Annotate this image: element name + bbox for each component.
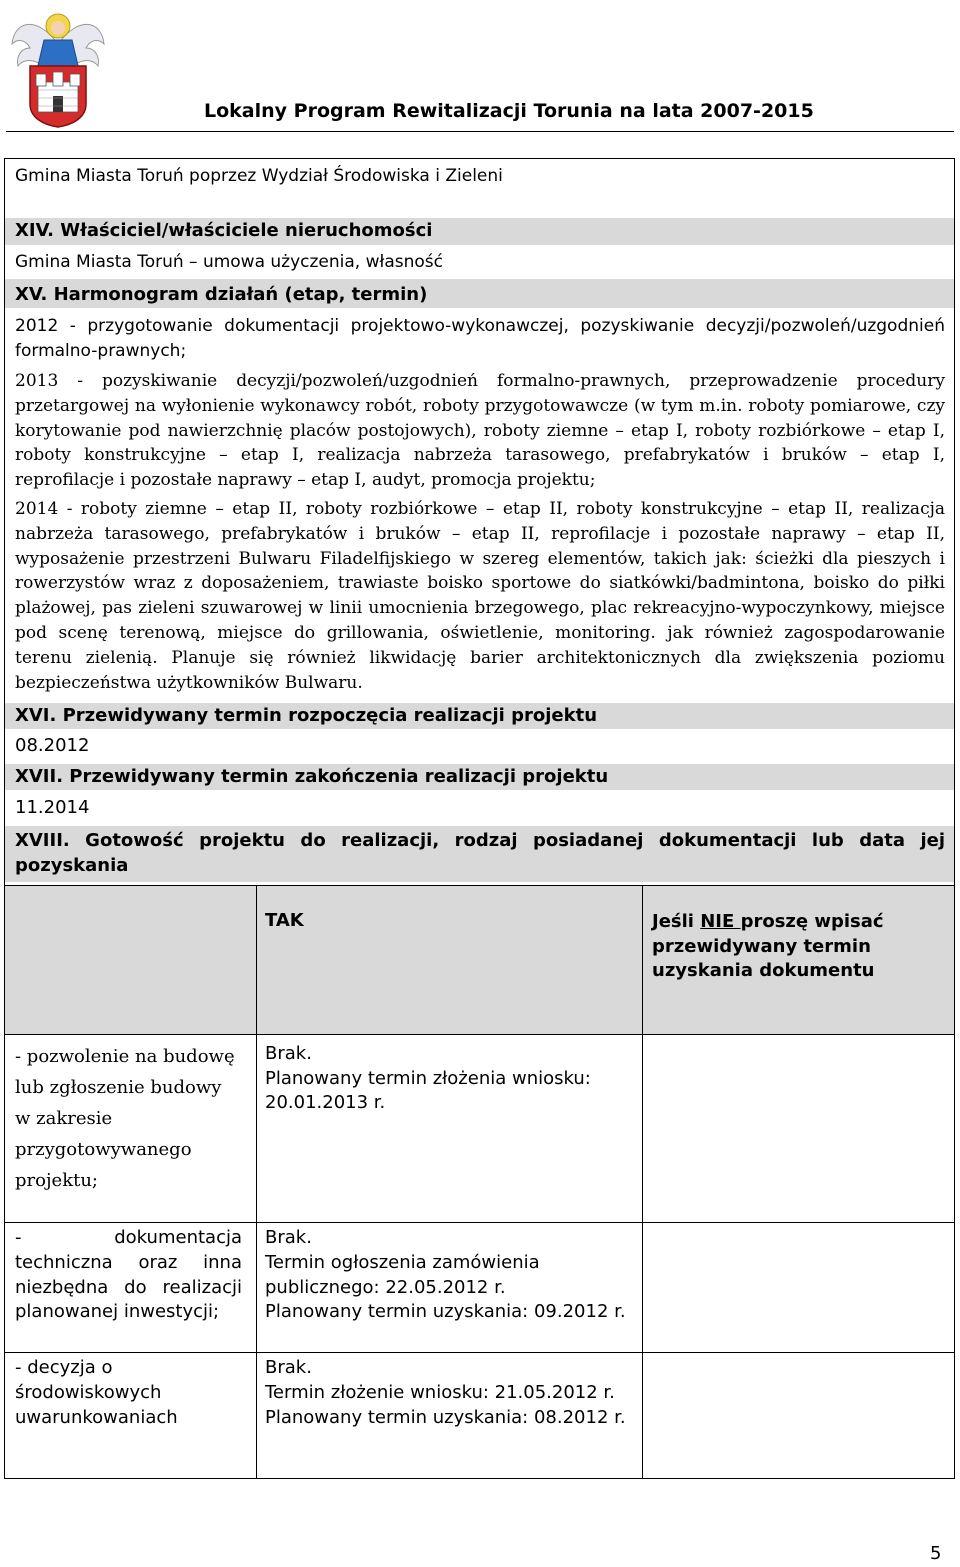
table-row-1-tak: Brak. Planowany termin złożenia wniosku: 20.01.2013 r. bbox=[265, 1043, 591, 1113]
document-title: Lokalny Program Rewitalizacji Torunia na lata 2007-2015 bbox=[204, 100, 814, 122]
schedule-2013: 2013 - pozyskiwanie decyzji/pozwoleń/uzgodnień formalno-prawnych, przeprowadzenie procedury przetargowej na wyłonienie wykonawcy robót, roboty przygotowawcze (w tym m.in. roboty pomiarowe, czy korytowanie pod nawierzchnię placów postojowych), roboty ziemne – etap I, roboty rozbiórkowe – etap I, roboty konstrukcyjne – etap I, realizacja nabrzeża tarasowego, prefabrykatów i bruków – etap I, reprofilacje i pozostałe naprawy – etap I, audyt, promocja projektu; bbox=[15, 371, 945, 491]
owner-text: Gmina Miasta Toruń – umowa użyczenia, własność bbox=[15, 252, 444, 272]
end-date: 11.2014 bbox=[15, 797, 90, 818]
header-divider bbox=[6, 131, 954, 132]
section-xiv-heading: XIV. Właściciel/właściciele nieruchomości bbox=[15, 220, 433, 241]
torun-coat-of-arms-logo bbox=[6, 4, 110, 128]
table-row-divider bbox=[4, 1352, 955, 1353]
table-column-divider bbox=[256, 885, 257, 1479]
table-column-divider bbox=[642, 885, 643, 1479]
table-row-2-tak: Brak. Termin ogłoszenia zamówienia publicznego: 22.05.2012 r. Planowany termin uzyskania: 09.2012 r. bbox=[265, 1227, 626, 1323]
applicant-text: Gmina Miasta Toruń poprzez Wydział Środowiska i Zieleni bbox=[15, 166, 503, 186]
schedule-2012: 2012 - przygotowanie dokumentacji projektowo-wykonawczej, pozyskiwanie decyzji/pozwoleń/uzgodnień formalno-prawnych; bbox=[15, 316, 945, 361]
table-row-3-item: - decyzja o środowiskowych uwarunkowaniach bbox=[15, 1357, 178, 1428]
section-xviii-heading: XVIII. Gotowość projektu do realizacji, rodzaj posiadanej dokumentacji lub data jej pozyskania bbox=[15, 830, 945, 876]
start-date: 08.2012 bbox=[15, 735, 90, 756]
section-xvii-heading: XVII. Przewidywany termin zakończenia realizacji projektu bbox=[15, 766, 609, 787]
table-row-3-tak: Brak. Termin złożenie wniosku: 21.05.2012 r. Planowany termin uzyskania: 08.2012 r. bbox=[265, 1357, 626, 1428]
nie-underlined: NIE bbox=[700, 911, 741, 932]
table-header-tak: TAK bbox=[265, 910, 304, 931]
table-header-divider bbox=[4, 1034, 955, 1035]
table-row-2-item: - dokumentacja techniczna oraz inna niezbędna do realizacji planowanej inwestycji; bbox=[15, 1227, 242, 1323]
section-xv-heading: XV. Harmonogram działań (etap, termin) bbox=[15, 284, 428, 305]
page-number: 5 bbox=[930, 1543, 942, 1564]
section-xvi-heading: XVI. Przewidywany termin rozpoczęcia realizacji projektu bbox=[15, 705, 598, 726]
table-header-nie: Jeśli NIE proszę wpisać przewidywany termin uzyskania dokumentu bbox=[652, 911, 884, 981]
table-row-divider bbox=[4, 1222, 955, 1223]
schedule-2014: 2014 - roboty ziemne – etap II, roboty rozbiórkowe – etap II, roboty konstrukcyjne – etap II, realizacja nabrzeża tarasowego, prefabrykatów i bruków – etap II, reprofilacje i pozostałe naprawy – etap II, wyposażenie przestrzeni Bulwaru Filadelfijskiego w szereg elementów, takich jak: ścieżki dla pieszych i rowerzystów wraz z doposażeniem, trawiaste boisko sportowe do siatkówki/badmintona, boisko do piłki plażowej, pas zieleni szuwarowej w linii umocnienia brzegowego, plac rekreacyjno-wypoczynkowy, miejsce pod scenę terenową, miejsce do grillowania, oświetlenie, monitoring. jak również zagospodarowanie terenu zielenią. Planuje się również likwidację barier architektonicznych dla zwiększenia poziomu bezpieczeństwa użytkowników Bulwaru. bbox=[15, 499, 945, 693]
table-row-1-item: - pozwolenie na budowę lub zgłoszenie budowy w zakresie przygotowywanego projektu; bbox=[15, 1046, 235, 1191]
